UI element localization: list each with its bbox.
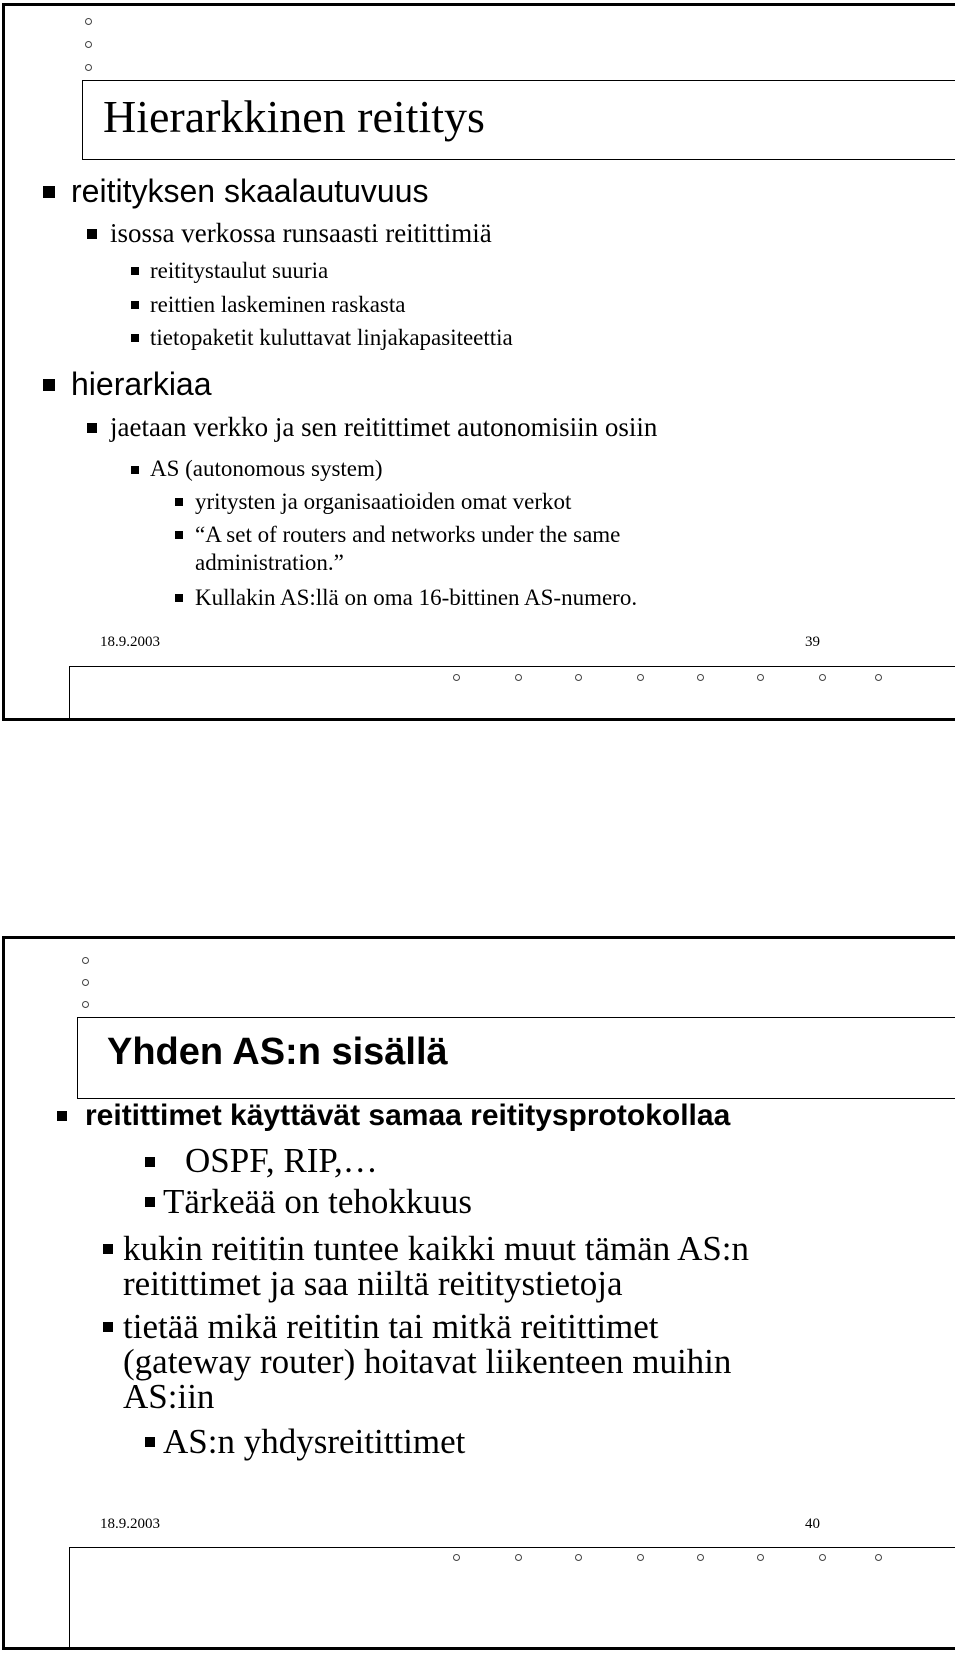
bullet-item: tietää mikä reititin tai mitkä reitittimet [123,1307,659,1346]
bullet-item: isossa verkossa runsaasti reitittimiä [110,218,492,248]
bullet-square-icon [103,1244,113,1254]
decor-circle-icon [515,1554,522,1561]
bullet-item: reititystaulut suuria [150,258,329,283]
bullet-square-icon [87,229,97,239]
bullet-item: Kullakin AS:llä on oma 16-bittinen AS-numero. [195,585,638,610]
bullet-item: reitityksen skaalautuvuus [71,173,429,209]
decor-circle-icon [82,979,89,986]
decor-circle-icon [85,41,92,48]
bullet-item-continuation: (gateway router) hoitavat liikenteen muihin [123,1342,732,1381]
bullet-square-icon [145,1437,155,1447]
decor-circle-icon [85,18,92,25]
slide-39 [2,3,955,721]
decor-circle-icon [85,64,92,71]
slide-title: Yhden AS:n sisällä [107,1031,448,1073]
bullet-square-icon [43,379,55,391]
bullet-square-icon [57,1111,67,1121]
bullet-square-icon [145,1157,155,1167]
bullet-square-icon [131,267,139,275]
bullet-item: AS:n yhdysreitittimet [163,1422,466,1461]
decor-circle-icon [757,674,764,681]
decor-circle-icon [82,1001,89,1008]
bullet-item: reitittimet käyttävät samaa reititysprotokollaa [85,1099,731,1132]
decor-circle-icon [697,674,704,681]
decor-circle-icon [575,674,582,681]
bullet-square-icon [175,531,183,539]
bullet-square-icon [131,301,139,309]
decor-circle-icon [875,674,882,681]
bullet-item: yritysten ja organisaatioiden omat verkot [195,489,572,514]
bullet-square-icon [131,466,139,474]
decor-circle-icon [819,674,826,681]
bullet-item: OSPF, RIP,… [185,1141,378,1180]
bullet-square-icon [145,1197,155,1207]
footer-frame [69,1547,955,1650]
slide-date: 18.9.2003 [100,1516,160,1532]
decor-circle-icon [637,1554,644,1561]
decor-circle-icon [757,1554,764,1561]
slide-page-number: 39 [805,634,820,650]
decor-circle-icon [82,957,89,964]
decor-circle-icon [697,1554,704,1561]
bullet-item: jaetaan verkko ja sen reitittimet autonomisiin osiin [110,412,658,442]
slide-page-number: 40 [805,1516,820,1532]
bullet-item: hierarkiaa [71,366,212,402]
bullet-item: reittien laskeminen raskasta [150,292,406,317]
bullet-square-icon [131,334,139,342]
bullet-square-icon [103,1322,113,1332]
slide-40 [2,936,955,1650]
bullet-item: Tärkeää on tehokkuus [163,1182,473,1221]
bullet-square-icon [43,186,55,198]
bullet-item-continuation: administration.” [195,550,344,575]
bullet-item-continuation: reitittimet ja saa niiltä reititystietoja [123,1264,623,1303]
decor-circle-icon [819,1554,826,1561]
slide-title: Hierarkkinen reititys [103,91,485,142]
decor-circle-icon [453,1554,460,1561]
bullet-item: “A set of routers and networks under the same [195,522,621,547]
slide-date: 18.9.2003 [100,634,160,650]
decor-circle-icon [453,674,460,681]
bullet-item: kukin reititin tuntee kaikki muut tämän AS:n [123,1229,750,1268]
bullet-square-icon [175,594,183,602]
decor-circle-icon [875,1554,882,1561]
bullet-item-continuation: AS:iin [123,1377,215,1416]
decor-circle-icon [637,674,644,681]
bullet-square-icon [87,423,97,433]
bullet-item: AS (autonomous system) [150,456,383,481]
bullet-square-icon [175,498,183,506]
decor-circle-icon [575,1554,582,1561]
decor-circle-icon [515,674,522,681]
bullet-item: tietopaketit kuluttavat linjakapasiteettia [150,325,513,350]
